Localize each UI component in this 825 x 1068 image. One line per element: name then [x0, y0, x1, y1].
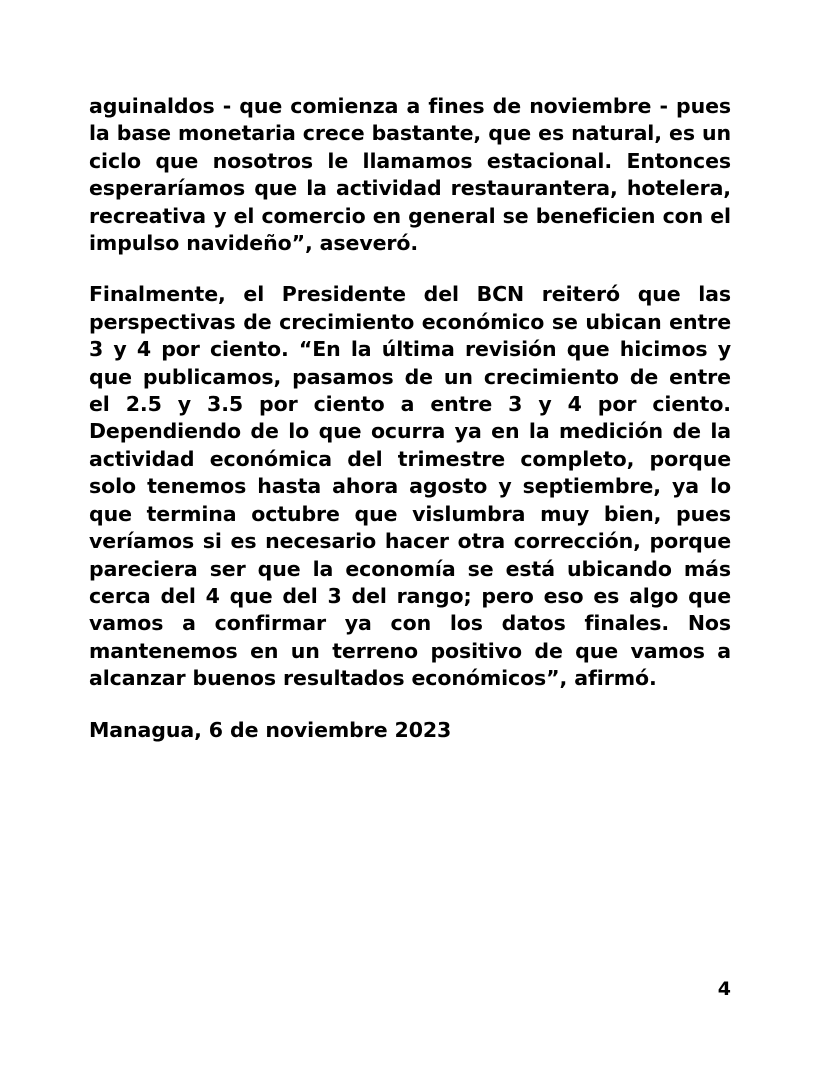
paragraph-dateline: Managua, 6 de noviembre 2023 [89, 717, 452, 742]
document-text-column [89, 93, 731, 744]
page-number: 4 [717, 978, 731, 1000]
paragraph-aguinaldos: aguinaldos - que comienza a fines de noviembre - pues la base monetaria crece bastante, que es natural, es un ciclo que nosotros le llamamos estacional. Entonces esperaríamos que la actividad restaurantera, hotelera, recreativa y el comercio en general se beneficien con el impulso navideño”, aseveró. [89, 94, 731, 256]
paragraph-perspectivas: Finalmente, el Presidente del BCN reiteró que las perspectivas de crecimiento económico se ubican entre 3 y 4 por ciento. “En la última revisión que hicimos y que publicamos, pasamos de un crecimiento de entre el 2.5 y 3.5 por ciento a entre 3 y 4 por ciento. Dependiendo de lo que ocurra ya en la medición de la actividad económica del trimestre completo, porque solo tenemos hasta ahora agosto y septiembre, ya lo que termina octubre que vislumbra muy bien, pues veríamos si es necesario hacer otra corrección, porque pareciera ser que la economía se está ubicando más cerca del 4 que del 3 del rango; pero eso es algo que vamos a confirmar ya con los datos finales. Nos mantenemos en un terreno positivo de que vamos a alcanzar buenos resultados económicos”, afirmó. [89, 282, 731, 691]
